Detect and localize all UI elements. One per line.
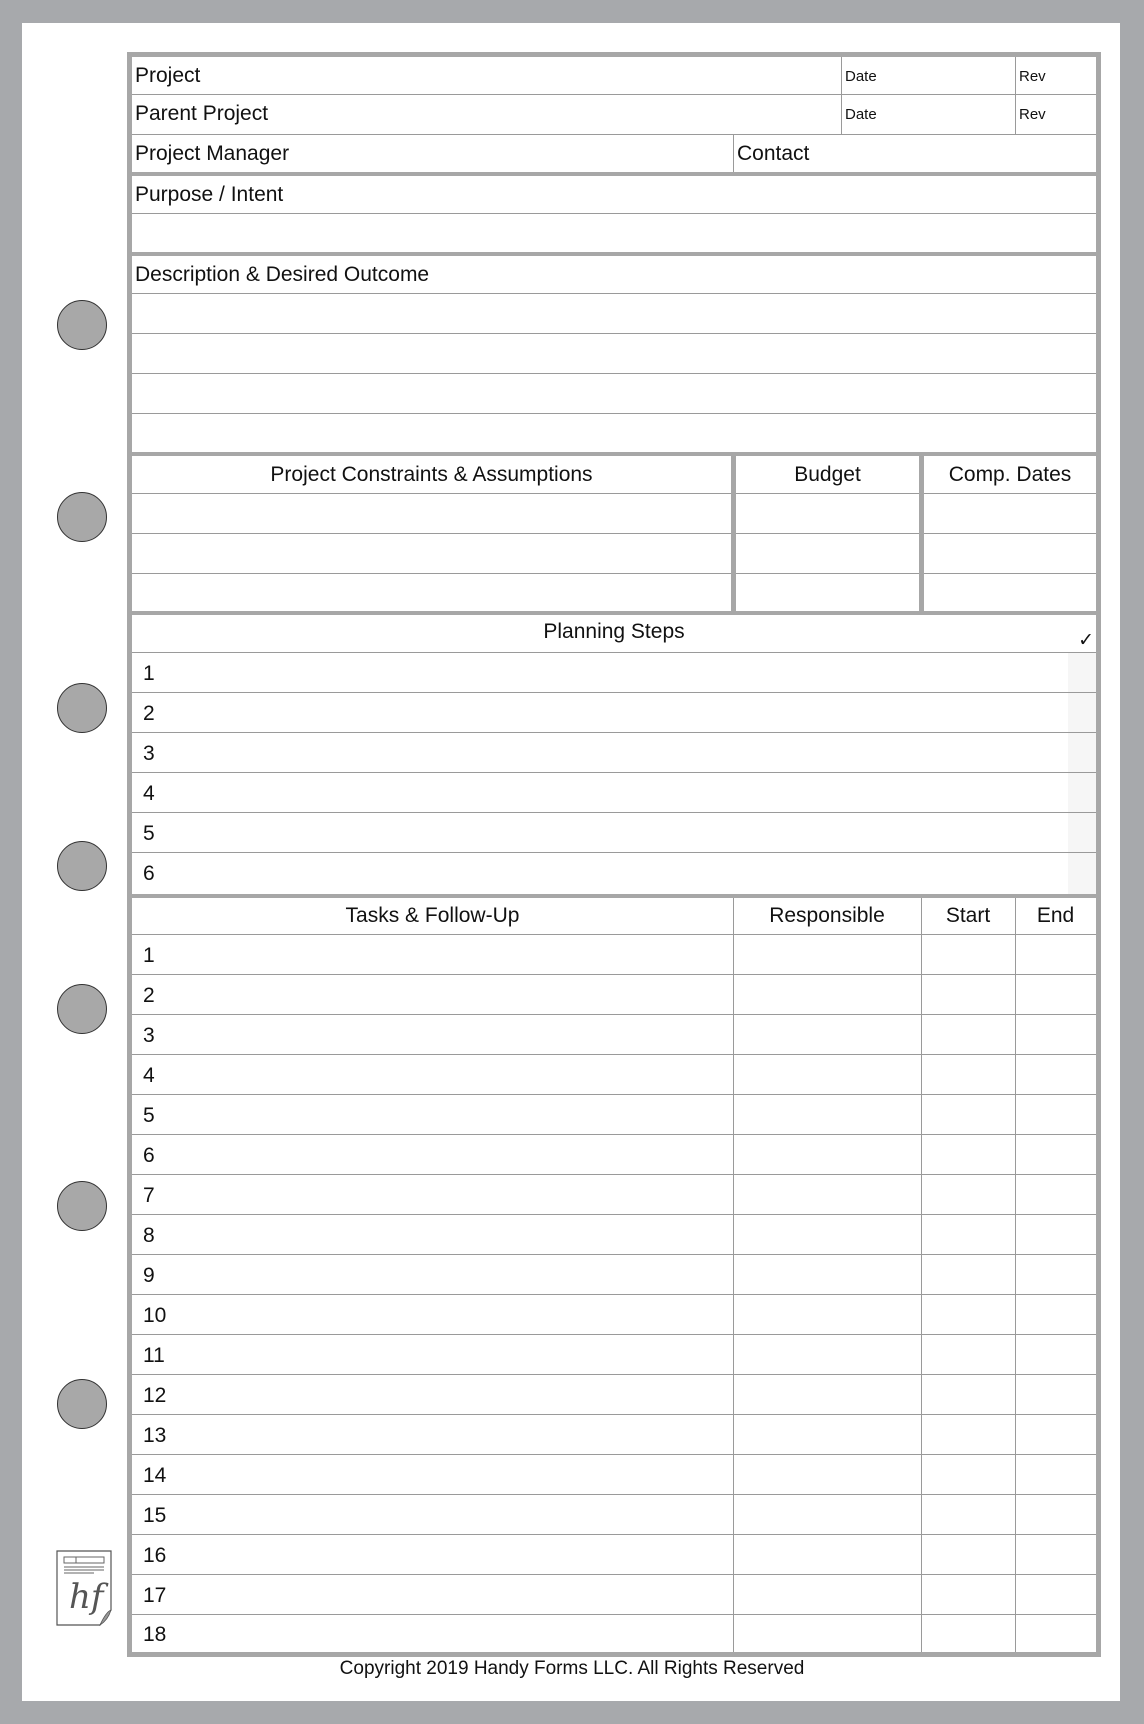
task-row[interactable]: 15 bbox=[132, 1495, 1096, 1535]
purpose-label: Purpose / Intent bbox=[135, 183, 284, 206]
task-row[interactable]: 1 bbox=[132, 935, 1096, 975]
task-row[interactable]: 13 bbox=[132, 1415, 1096, 1455]
budget-header: Budget bbox=[794, 463, 861, 486]
task-row[interactable]: 5 bbox=[132, 1095, 1096, 1135]
binder-hole-icon bbox=[57, 1379, 107, 1429]
project-planner-form bbox=[127, 52, 1101, 1657]
binder-hole-icon bbox=[57, 492, 107, 542]
task-row[interactable]: 11 bbox=[132, 1335, 1096, 1375]
rev-label: Rev bbox=[1019, 68, 1046, 85]
constraints-header: Project Constraints & Assumptions bbox=[270, 463, 593, 486]
task-row[interactable]: 17 bbox=[132, 1575, 1096, 1615]
planning-section bbox=[132, 615, 1096, 894]
date-label: Date bbox=[845, 68, 877, 85]
task-row[interactable]: 16 bbox=[132, 1535, 1096, 1575]
task-row[interactable]: 4 bbox=[132, 1055, 1096, 1095]
checkmark-icon: ✓ bbox=[1078, 629, 1094, 651]
planning-step-row[interactable]: 6 bbox=[143, 862, 155, 885]
tasks-section bbox=[132, 898, 1096, 1652]
planning-step-row[interactable]: 2 bbox=[132, 693, 1096, 733]
task-row[interactable]: 9 bbox=[132, 1255, 1096, 1295]
purpose-header-row bbox=[132, 176, 1096, 214]
constraints-line[interactable] bbox=[132, 534, 1096, 574]
description-label: Description & Desired Outcome bbox=[135, 263, 430, 286]
contact-label: Contact bbox=[737, 142, 810, 165]
copyright-footer: Copyright 2019 Handy Forms LLC. All Rights Reserved bbox=[339, 1658, 805, 1679]
rev-label: Rev bbox=[1019, 106, 1046, 123]
binder-hole-icon bbox=[57, 841, 107, 891]
task-row[interactable]: 12 bbox=[132, 1375, 1096, 1415]
task-row[interactable]: 10 bbox=[132, 1295, 1096, 1335]
purpose-line[interactable] bbox=[132, 214, 1096, 252]
constraints-section bbox=[132, 456, 1096, 611]
project-label: Project bbox=[135, 64, 201, 87]
tasks-header: Tasks & Follow-Up bbox=[345, 904, 520, 927]
description-line[interactable] bbox=[132, 334, 1096, 374]
description-line[interactable] bbox=[132, 414, 1096, 452]
responsible-header: Responsible bbox=[769, 904, 885, 927]
description-line[interactable] bbox=[132, 374, 1096, 414]
planning-step-row[interactable]: 5 bbox=[132, 813, 1096, 853]
task-row[interactable]: 14 bbox=[132, 1455, 1096, 1495]
svg-text:hf: hf bbox=[69, 1577, 104, 1617]
date-label: Date bbox=[845, 106, 877, 123]
task-row[interactable]: 7 bbox=[132, 1175, 1096, 1215]
binder-hole-icon bbox=[57, 1181, 107, 1231]
description-header-row bbox=[132, 256, 1096, 294]
binder-hole-icon bbox=[57, 683, 107, 733]
planning-step-row[interactable]: 4 bbox=[132, 773, 1096, 813]
parent-project-label: Parent Project bbox=[135, 102, 269, 125]
planning-steps-title: Planning Steps bbox=[543, 620, 685, 643]
binder-hole-icon bbox=[57, 984, 107, 1034]
planning-step-row[interactable]: 3 bbox=[132, 733, 1096, 773]
planning-step-row[interactable]: 1 bbox=[132, 653, 1096, 693]
task-row[interactable]: 6 bbox=[132, 1135, 1096, 1175]
constraints-line[interactable] bbox=[132, 494, 1096, 534]
project-row[interactable] bbox=[132, 57, 1096, 95]
task-row[interactable]: 8 bbox=[132, 1215, 1096, 1255]
description-line[interactable] bbox=[132, 294, 1096, 334]
end-header: End bbox=[1036, 904, 1075, 927]
task-row[interactable]: 18 bbox=[143, 1623, 167, 1646]
comp-dates-header: Comp. Dates bbox=[948, 463, 1072, 486]
parent-project-row[interactable] bbox=[132, 95, 1096, 135]
handy-forms-logo-icon bbox=[56, 1550, 112, 1626]
task-row[interactable]: 3 bbox=[132, 1015, 1096, 1055]
constraints-line[interactable] bbox=[132, 574, 1096, 611]
binder-hole-icon bbox=[57, 300, 107, 350]
start-header: Start bbox=[945, 904, 991, 927]
project-manager-label: Project Manager bbox=[135, 142, 290, 165]
project-manager-row[interactable] bbox=[132, 135, 1096, 173]
task-row[interactable]: 2 bbox=[132, 975, 1096, 1015]
